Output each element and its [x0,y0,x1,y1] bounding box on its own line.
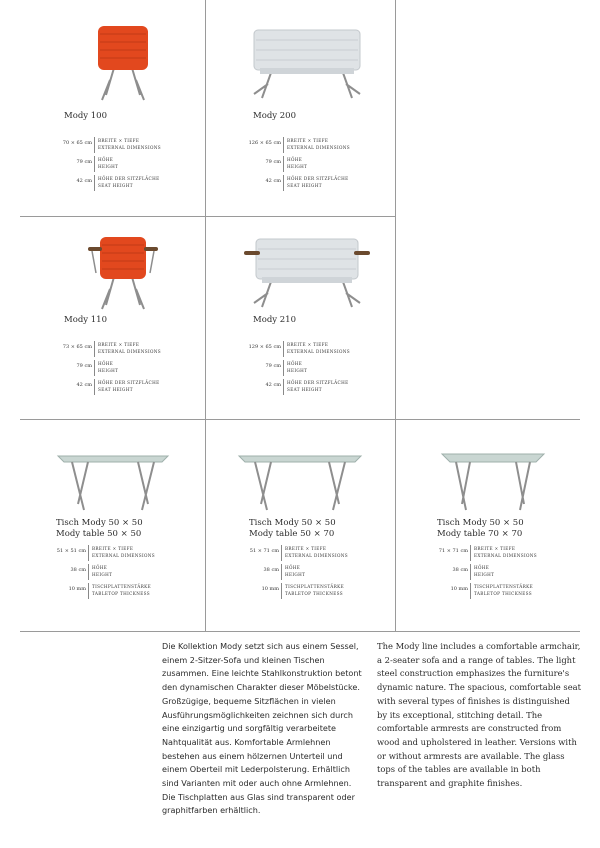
product-specs [249,340,399,397]
spec-value: 129 × 65 cm [248,344,281,350]
rule-col-2 [395,0,396,631]
spec-row-thickness: 10 mm TISCHPLATTENSTÄRKE TABLETOP THICKNESS [247,582,397,601]
spec-row-dimensions: 51 × 51 cm BREITE × TIEFE EXTERNAL DIMENSIONS [54,544,204,563]
spec-value: 79 cm [265,363,281,369]
spec-value: 51 × 51 cm [56,548,86,554]
product-photo-sofa [232,10,382,110]
spec-value: 38 cm [70,567,86,573]
spec-row-height: 38 cm HÖHE HEIGHT [436,563,586,582]
product-name-en: Mody table 50 × 50 [56,529,142,539]
rule-row-3 [20,631,580,632]
spec-row-height: 79 cm HÖHE HEIGHT [60,155,210,174]
spec-row-dimensions: 70 × 65 cm BREITE × TIEFE EXTERNAL DIMENSIONS [60,136,210,155]
rule-col-1 [205,0,206,631]
product-photo-armchair-armrests [48,217,198,317]
product-specs [60,340,210,397]
product-specs [60,136,210,193]
spec-row-seat-height: 42 cm HÖHE DER SITZFLÄCHE SEAT HEIGHT [249,378,399,397]
product-photo-sofa-armrests [232,217,382,317]
spec-row-height: 38 cm HÖHE HEIGHT [247,563,397,582]
spec-row-thickness: 10 mm TISCHPLATTENSTÄRKE TABLETOP THICKNESS [54,582,204,601]
spec-value: 10 mm [261,586,279,592]
spec-row-dimensions: 71 × 71 cm BREITE × TIEFE EXTERNAL DIMENSIONS [436,544,586,563]
spec-row-height: 79 cm HÖHE HEIGHT [249,155,399,174]
product-name-en: Mody table 70 × 70 [437,529,523,539]
product-name: Tisch Mody 50 × 50 [437,518,524,528]
description-german: Die Kollektion Mody setzt sich aus einem Sessel, einem 2-Sitzer-Sofa und kleinen Tischen zusammen. Eine leichte Stahlkonstruktion betont den dynamischen Charakter dieser Möbelstücke. Großzügige, bequeme Sitzflächen in vielen Ausführungsmöglichkeiten zeichnen sich durch eine einzigartig und sorgfältig verarbeitete Nahtqualität aus. Komfortable Armlehnen bestehen aus einem hölzernen Unterteil und einem Oberteil mit Lederpolsterung. Erhältlich sind Varianten mit oder auch ohne Armlehnen. Die Tischplatten aus Glas sind transparent oder graphitfarben erhältlich. [162,641,362,816]
rule-row-2 [20,419,580,420]
product-photo-table [225,428,375,528]
product-specs [54,544,204,601]
spec-row-dimensions: 51 × 71 cm BREITE × TIEFE EXTERNAL DIMENSIONS [247,544,397,563]
spec-row-dimensions: 129 × 65 cm BREITE × TIEFE EXTERNAL DIMENSIONS [249,340,399,359]
spec-value: 38 cm [452,567,468,573]
product-name: Mody 210 [253,315,296,325]
spec-row-thickness: 10 mm TISCHPLATTENSTÄRKE TABLETOP THICKNESS [436,582,586,601]
product-name: Mody 200 [253,111,296,121]
product-name: Mody 100 [64,111,107,121]
spec-value: 79 cm [76,159,92,165]
spec-value: 42 cm [265,382,281,388]
product-specs [247,544,397,601]
spec-row-height: 79 cm HÖHE HEIGHT [60,359,210,378]
product-specs [249,136,399,193]
product-photo-table [418,428,568,528]
spec-row-seat-height: 42 cm HÖHE DER SITZFLÄCHE SEAT HEIGHT [60,174,210,193]
spec-value: 70 × 65 cm [62,140,92,146]
spec-value: 10 mm [450,586,468,592]
product-specs [436,544,586,601]
spec-value: 73 × 65 cm [62,344,92,350]
spec-value: 79 cm [265,159,281,165]
product-name: Mody 110 [64,315,107,325]
spec-value: 42 cm [76,178,92,184]
spec-value: 51 × 71 cm [249,548,279,554]
spec-value: 126 × 65 cm [248,140,281,146]
spec-value: 42 cm [76,382,92,388]
spec-row-dimensions: 126 × 65 cm BREITE × TIEFE EXTERNAL DIMENSIONS [249,136,399,155]
spec-row-seat-height: 42 cm HÖHE DER SITZFLÄCHE SEAT HEIGHT [249,174,399,193]
spec-value: 38 cm [263,567,279,573]
description-english: The Mody line includes a comfortable armchair, a 2-seater sofa and a range of tables. The light steel construction emphasizes the furniture's dynamic nature. The spacious, comfortable seat with several types of finishes is distinguished by its exceptional, stitching detail. The comfortable armrests are constructed from wood and upholstered in leather. Versions with or without armrests are available. The glass tops of the tables are available in both transparent and graphite finishes. [377,641,582,789]
product-name: Tisch Mody 50 × 50 [249,518,336,528]
spec-value: 79 cm [76,363,92,369]
spec-row-height: 38 cm HÖHE HEIGHT [54,563,204,582]
product-photo-armchair [48,10,198,110]
product-name: Tisch Mody 50 × 50 [56,518,143,528]
spec-row-seat-height: 42 cm HÖHE DER SITZFLÄCHE SEAT HEIGHT [60,378,210,397]
spec-value: 42 cm [265,178,281,184]
spec-row-dimensions: 73 × 65 cm BREITE × TIEFE EXTERNAL DIMENSIONS [60,340,210,359]
product-name-en: Mody table 50 × 70 [249,529,335,539]
spec-value: 10 mm [68,586,86,592]
product-photo-table [38,428,188,528]
spec-value: 71 × 71 cm [438,548,468,554]
spec-row-height: 79 cm HÖHE HEIGHT [249,359,399,378]
